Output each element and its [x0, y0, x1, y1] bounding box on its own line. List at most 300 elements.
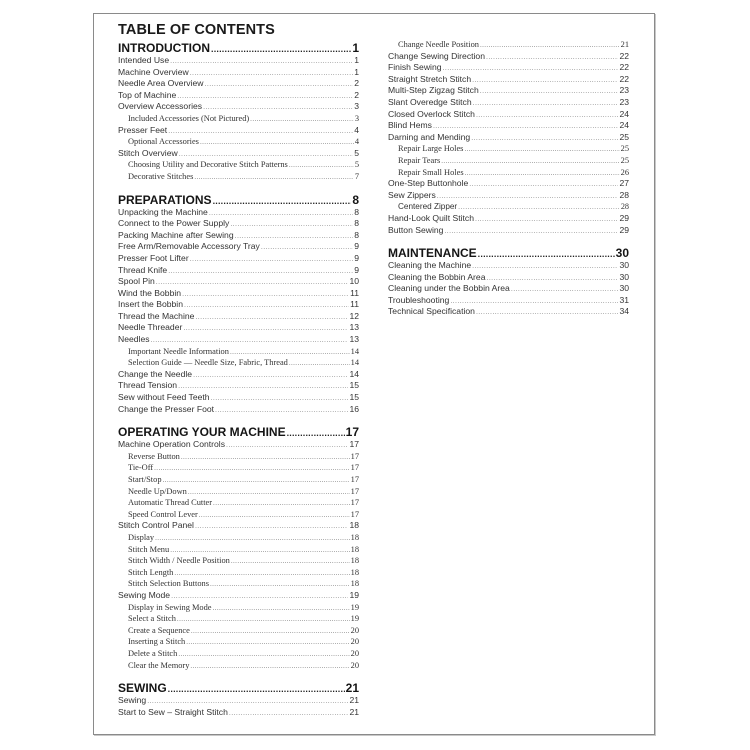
toc-page-number: 2 — [354, 89, 359, 100]
dot-leader — [181, 452, 350, 463]
toc-entry[interactable] — [118, 276, 359, 288]
toc-entry-label: Needles — [118, 334, 150, 345]
toc-section-heading[interactable] — [388, 246, 629, 260]
toc-entry-label: Free Arm/Removable Accessory Tray — [118, 241, 260, 252]
dot-leader — [287, 426, 345, 439]
toc-entry[interactable] — [118, 207, 359, 219]
dot-leader — [168, 682, 345, 695]
dot-leader — [184, 300, 349, 311]
toc-page-number: 19 — [350, 614, 359, 624]
toc-subentry[interactable] — [118, 113, 359, 125]
toc-entry-label: Sewing — [118, 695, 147, 706]
toc-entry-label: Repair Small Holes — [398, 167, 464, 177]
dot-leader — [472, 261, 618, 272]
toc-subentry[interactable] — [118, 509, 359, 521]
dot-leader — [450, 296, 618, 307]
toc-subentry[interactable] — [118, 613, 359, 625]
toc-entry[interactable] — [388, 190, 629, 202]
dot-leader — [289, 358, 350, 369]
section-spacer — [388, 236, 629, 246]
toc-entry-label: Multi-Step Zigzag Stitch — [388, 85, 479, 96]
toc-entry[interactable] — [388, 97, 629, 109]
dot-leader — [464, 144, 619, 155]
toc-page-number: 17 — [345, 425, 359, 440]
toc-entry[interactable] — [388, 109, 629, 121]
toc-entry[interactable] — [388, 260, 629, 272]
toc-entry-label: Important Needle Information — [128, 346, 229, 356]
toc-entry[interactable] — [118, 590, 359, 602]
toc-entry[interactable] — [388, 283, 629, 295]
toc-page-number: 14 — [350, 346, 359, 356]
toc-page-number: 20 — [350, 637, 359, 647]
toc-page-number: 24 — [619, 120, 629, 131]
toc-subentry[interactable] — [118, 602, 359, 614]
toc-entry[interactable] — [388, 85, 629, 97]
toc-entry[interactable] — [118, 253, 359, 265]
toc-subentry[interactable] — [118, 636, 359, 648]
dot-leader — [213, 603, 350, 614]
toc-page-number: 30 — [615, 246, 629, 261]
dot-leader — [486, 273, 618, 284]
toc-page-number: 17 — [350, 451, 359, 461]
toc-entry-label: Needle Area Overview — [118, 78, 204, 89]
toc-entry-label: Blind Hems — [388, 120, 432, 131]
toc-entry[interactable] — [118, 392, 359, 404]
dot-leader — [211, 393, 349, 404]
toc-entry-label: Troubleshooting — [388, 294, 450, 305]
dot-leader — [473, 98, 619, 109]
toc-entry-label: Inserting a Stitch — [128, 637, 186, 647]
toc-page-number: 1 — [354, 55, 359, 65]
toc-entry-label: Cleaning the Bobbin Area — [388, 271, 486, 282]
toc-page-number: 34 — [619, 306, 629, 317]
toc-entry[interactable] — [388, 62, 629, 74]
toc-entry[interactable] — [118, 311, 359, 323]
toc-entry[interactable] — [118, 90, 359, 102]
toc-page-number: 11 — [350, 287, 359, 298]
toc-entry-label: PREPARATIONS — [118, 192, 212, 207]
dot-leader — [213, 498, 350, 509]
toc-entry-label: Needle Threader — [118, 322, 183, 333]
toc-subentry[interactable] — [118, 171, 359, 183]
toc-subentry[interactable] — [118, 136, 359, 148]
toc-page-number: 4 — [354, 124, 359, 135]
toc-page-number: 9 — [354, 264, 359, 275]
toc-entry[interactable] — [118, 148, 359, 160]
toc-page-number: 22 — [619, 50, 629, 61]
dot-leader — [441, 156, 619, 167]
toc-entry[interactable] — [118, 334, 359, 346]
toc-page-number: 21 — [349, 706, 359, 717]
dot-leader — [178, 381, 348, 392]
toc-entry[interactable] — [118, 439, 359, 451]
toc-page-number: 21 — [620, 40, 629, 49]
dot-leader — [480, 86, 619, 97]
toc-subentry[interactable] — [118, 544, 359, 556]
toc-entry-label: Slant Overedge Stitch — [388, 96, 472, 107]
toc-entry-label: SEWING — [118, 681, 167, 696]
dot-leader — [191, 626, 350, 637]
toc-entry[interactable] — [118, 404, 359, 416]
toc-entry-label: Select a Stitch — [128, 614, 176, 624]
dot-leader — [235, 231, 354, 242]
toc-section-heading[interactable] — [118, 41, 359, 55]
section-spacer — [118, 415, 359, 425]
toc-subentry[interactable] — [118, 567, 359, 579]
dot-leader — [193, 370, 348, 381]
toc-page-number: 8 — [354, 218, 359, 229]
toc-page-number: 14 — [350, 358, 359, 368]
toc-entry-label: Change Needle Position — [398, 40, 479, 49]
dot-leader — [195, 312, 348, 323]
dot-leader — [476, 110, 619, 121]
dot-leader — [229, 708, 349, 719]
toc-page-number: 17 — [350, 475, 359, 484]
dot-leader — [188, 487, 350, 498]
toc-page-number: 5 — [354, 147, 359, 158]
toc-entry-label: Automatic Thread Cutter — [128, 498, 213, 508]
toc-subentry[interactable] — [118, 625, 359, 637]
toc-page-number: 25 — [620, 155, 629, 165]
dot-leader — [156, 277, 349, 288]
toc-page-number: 20 — [350, 625, 359, 635]
toc-entry-label: Stitch Selection Buttons — [128, 579, 209, 589]
toc-subentry[interactable] — [388, 39, 629, 51]
toc-page-number: 10 — [349, 276, 359, 287]
toc-entry[interactable] — [118, 67, 359, 79]
toc-subentry[interactable] — [388, 167, 629, 179]
dot-leader — [168, 126, 353, 137]
toc-entry[interactable] — [388, 51, 629, 63]
toc-page-number: 14 — [349, 368, 359, 379]
toc-entry[interactable] — [388, 272, 629, 284]
dot-leader — [205, 79, 354, 90]
toc-page-number: 17 — [350, 509, 359, 519]
toc-page-number: 30 — [619, 271, 629, 282]
dot-leader — [179, 149, 354, 160]
toc-entry-label: Unpacking the Machine — [118, 206, 208, 217]
toc-entry-label: Centered Zipper — [398, 202, 458, 212]
dot-leader — [469, 179, 618, 190]
dot-leader — [163, 475, 350, 486]
toc-entry[interactable] — [388, 225, 629, 237]
toc-page-number: 17 — [349, 439, 359, 450]
toc-entry-label: Finish Sewing — [388, 62, 442, 73]
toc-entry-label: Button Sewing — [388, 224, 444, 235]
toc-page-number: 8 — [354, 229, 359, 240]
toc-page-number: 3 — [354, 113, 359, 123]
toc-page-number: 15 — [349, 380, 359, 391]
dot-leader — [230, 347, 350, 358]
toc-entry[interactable] — [118, 299, 359, 311]
toc-entry-label: Cleaning the Machine — [388, 260, 472, 271]
toc-subentry[interactable] — [118, 451, 359, 463]
dot-leader — [199, 510, 350, 521]
toc-entry-label: Decorative Stitches — [128, 171, 194, 181]
toc-subentry[interactable] — [118, 486, 359, 498]
toc-entry-label: Needle Up/Down — [128, 486, 187, 496]
dot-leader — [231, 556, 350, 567]
page-title: TABLE OF CONTENTS — [118, 22, 275, 38]
dot-leader — [170, 545, 349, 556]
toc-entry-label: Stitch Length — [128, 567, 174, 577]
toc-page-number: 23 — [619, 96, 629, 107]
dot-leader — [472, 75, 618, 86]
toc-entry-label: Repair Tears — [398, 155, 441, 165]
toc-subentry[interactable] — [118, 660, 359, 672]
dot-leader — [475, 214, 618, 225]
dot-leader — [182, 289, 349, 300]
dot-leader — [178, 649, 349, 660]
dot-leader — [151, 335, 349, 346]
toc-entry[interactable] — [118, 230, 359, 242]
toc-entry-label: Thread Knife — [118, 264, 168, 275]
toc-entry-label: Closed Overlock Stitch — [388, 108, 475, 119]
dot-leader — [437, 191, 619, 202]
toc-entry[interactable] — [118, 218, 359, 230]
section-spacer — [118, 671, 359, 681]
toc-entry-label: Display — [128, 532, 155, 542]
dot-leader — [203, 102, 353, 113]
dot-leader — [471, 133, 618, 144]
toc-entry-label: Stitch Control Panel — [118, 520, 194, 531]
toc-page-number: 18 — [349, 520, 359, 531]
toc-entry[interactable] — [118, 125, 359, 137]
dot-leader — [190, 68, 354, 79]
toc-page-number: 27 — [619, 178, 629, 189]
dot-leader — [458, 202, 620, 213]
dot-leader — [200, 137, 354, 148]
toc-entry-label: Darning and Mending — [388, 131, 471, 142]
toc-subentry[interactable] — [118, 532, 359, 544]
toc-entry-label: Tie-Off — [128, 463, 154, 473]
toc-entry-label: Create a Sequence — [128, 625, 190, 635]
toc-entry-label: INTRODUCTION — [118, 41, 210, 55]
toc-page-number: 8 — [352, 192, 359, 207]
toc-subentry[interactable] — [388, 143, 629, 155]
toc-page-number: 21 — [349, 695, 359, 706]
dot-leader — [478, 247, 615, 260]
toc-section-heading[interactable] — [118, 193, 359, 207]
dot-leader — [195, 521, 348, 532]
dot-leader — [155, 533, 350, 544]
toc-entry-label: Technical Specification — [388, 306, 475, 317]
toc-entry[interactable] — [388, 132, 629, 144]
toc-entry-label: Repair Large Holes — [398, 144, 464, 154]
toc-entry[interactable] — [388, 178, 629, 190]
dot-leader — [186, 637, 349, 648]
toc-page-number: 1 — [354, 66, 359, 77]
toc-entry[interactable] — [388, 120, 629, 132]
dot-leader — [174, 568, 349, 579]
toc-entry-label: Insert the Bobbin — [118, 299, 183, 310]
dot-leader — [226, 440, 348, 451]
toc-page-number: 18 — [350, 579, 359, 589]
toc-page-number: 25 — [620, 144, 629, 154]
toc-entry-label: Cleaning under the Bobbin Area — [388, 283, 510, 294]
toc-page-number: 13 — [349, 322, 359, 333]
dot-leader — [213, 194, 352, 207]
toc-page-number: 19 — [349, 589, 359, 600]
toc-subentry[interactable] — [118, 357, 359, 369]
toc-left-column — [118, 41, 359, 718]
dot-leader — [177, 614, 350, 625]
toc-entry-label: Start/Stop — [128, 475, 162, 484]
toc-page-number: 9 — [354, 252, 359, 263]
dot-leader — [171, 591, 348, 602]
toc-entry-label: Machine Overview — [118, 66, 189, 77]
toc-entry[interactable] — [388, 306, 629, 318]
toc-page-number: 5 — [354, 160, 359, 170]
toc-entry-label: Stitch Menu — [128, 544, 170, 554]
toc-entry-label: Intended Use — [118, 55, 170, 65]
toc-entry-label: Thread the Machine — [118, 310, 195, 321]
toc-entry-label: One-Step Buttonhole — [388, 178, 469, 189]
dot-leader — [147, 696, 348, 707]
toc-page-number: 25 — [619, 131, 629, 142]
dot-leader — [168, 266, 353, 277]
toc-page-number: 30 — [619, 283, 629, 294]
toc-page-number: 11 — [350, 299, 359, 310]
toc-subentry[interactable] — [118, 555, 359, 567]
toc-page-number: 4 — [354, 137, 359, 147]
toc-entry[interactable] — [118, 101, 359, 113]
dot-leader — [289, 160, 354, 171]
toc-entry[interactable] — [118, 55, 359, 67]
dot-leader — [486, 52, 618, 63]
dot-leader — [230, 219, 353, 230]
toc-subentry[interactable] — [118, 474, 359, 486]
toc-page-number: 24 — [619, 108, 629, 119]
toc-page-number: 28 — [619, 189, 629, 200]
toc-entry-label: Included Accessories (Not Pictured) — [128, 113, 250, 123]
toc-entry[interactable] — [118, 265, 359, 277]
toc-entry[interactable] — [388, 295, 629, 307]
toc-entry[interactable] — [118, 369, 359, 381]
toc-entry-label: Start to Sew – Straight Stitch — [118, 706, 228, 717]
toc-page-number: 13 — [349, 334, 359, 345]
toc-page-number: 18 — [350, 544, 359, 554]
toc-entry-label: OPERATING YOUR MACHINE — [118, 425, 286, 440]
toc-entry[interactable] — [118, 78, 359, 90]
toc-section-heading[interactable] — [118, 681, 359, 695]
toc-section-heading[interactable] — [118, 425, 359, 439]
dot-leader — [170, 56, 353, 67]
toc-right-column — [388, 39, 629, 318]
toc-subentry[interactable] — [118, 648, 359, 660]
dot-leader — [443, 63, 619, 74]
toc-page-number: 7 — [354, 171, 359, 181]
toc-subentry[interactable] — [388, 155, 629, 167]
toc-page-number: 28 — [620, 202, 629, 212]
toc-entry-label: Straight Stretch Stitch — [388, 73, 472, 84]
dot-leader — [154, 463, 349, 474]
toc-subentry[interactable] — [118, 346, 359, 358]
toc-entry-label: MAINTENANCE — [388, 246, 477, 261]
toc-page-number: 20 — [350, 648, 359, 658]
toc-page-number: 30 — [619, 260, 629, 271]
toc-subentry[interactable] — [388, 201, 629, 213]
dot-leader — [250, 114, 354, 125]
toc-page-number: 29 — [619, 212, 629, 223]
toc-page-number: 8 — [354, 206, 359, 217]
toc-subentry[interactable] — [118, 578, 359, 590]
toc-entry-label: Selection Guide — Needle Size, Fabric, Thread — [128, 358, 288, 368]
toc-page-number: 3 — [354, 101, 359, 112]
toc-entry[interactable] — [118, 241, 359, 253]
toc-entry-label: Change the Presser Foot — [118, 403, 215, 414]
dot-leader — [211, 42, 351, 55]
dot-leader — [433, 121, 618, 132]
toc-page-number: 31 — [619, 294, 629, 305]
toc-entry[interactable] — [118, 288, 359, 300]
toc-entry-label: Connect to the Power Supply — [118, 218, 230, 229]
dot-leader — [177, 91, 353, 102]
toc-entry-label: Wind the Bobbin — [118, 287, 182, 298]
dot-leader — [209, 208, 353, 219]
toc-entry[interactable] — [118, 520, 359, 532]
toc-page-number: 2 — [354, 78, 359, 89]
toc-page-number: 22 — [619, 62, 629, 73]
dot-leader — [511, 284, 619, 295]
toc-subentry[interactable] — [118, 462, 359, 474]
dot-leader — [190, 254, 354, 265]
toc-entry-label: Display in Sewing Mode — [128, 602, 212, 612]
toc-subentry[interactable] — [118, 497, 359, 509]
toc-entry[interactable] — [118, 707, 359, 719]
toc-entry-label: Hand-Look Quilt Stitch — [388, 212, 474, 223]
toc-page-number: 22 — [619, 73, 629, 84]
toc-entry-label: Stitch Overview — [118, 147, 178, 158]
toc-entry-label: Overview Accessories — [118, 101, 203, 112]
toc-subentry[interactable] — [118, 159, 359, 171]
toc-entry-label: Sewing Mode — [118, 589, 171, 600]
toc-page-number: 23 — [619, 85, 629, 96]
toc-entry-label: Change Sewing Direction — [388, 50, 485, 61]
toc-entry[interactable] — [118, 380, 359, 392]
toc-entry-label: Stitch Width / Needle Position — [128, 556, 230, 566]
dot-leader — [215, 405, 348, 416]
toc-entry-label: Choosing Utility and Decorative Stitch Patterns — [128, 160, 288, 170]
toc-page-number: 20 — [350, 660, 359, 670]
toc-entry[interactable] — [388, 213, 629, 225]
dot-leader — [476, 307, 618, 318]
toc-page-number: 18 — [350, 556, 359, 566]
toc-page-number: 29 — [619, 224, 629, 235]
toc-entry-label: Thread Tension — [118, 380, 178, 391]
toc-entry-label: Presser Foot Lifter — [118, 252, 189, 263]
toc-entry[interactable] — [388, 74, 629, 86]
toc-entry-label: Reverse Button — [128, 451, 180, 461]
toc-page-number: 26 — [620, 167, 629, 177]
toc-page-number: 18 — [350, 567, 359, 577]
dot-leader — [261, 242, 353, 253]
dot-leader — [210, 579, 350, 590]
toc-page-number: 21 — [345, 681, 359, 696]
dot-leader — [190, 661, 349, 672]
toc-page-number: 16 — [349, 403, 359, 414]
toc-entry-label: Sew Zippers — [388, 189, 436, 200]
toc-page-number: 9 — [354, 241, 359, 252]
toc-page-number: 17 — [350, 486, 359, 496]
toc-entry-label: Spool Pin — [118, 276, 155, 287]
toc-page-number: 19 — [350, 602, 359, 612]
toc-page-number: 15 — [349, 392, 359, 403]
toc-entry[interactable] — [118, 695, 359, 707]
toc-entry-label: Sew without Feed Teeth — [118, 392, 210, 403]
toc-entry-label: Machine Operation Controls — [118, 439, 225, 450]
toc-entry[interactable] — [118, 322, 359, 334]
